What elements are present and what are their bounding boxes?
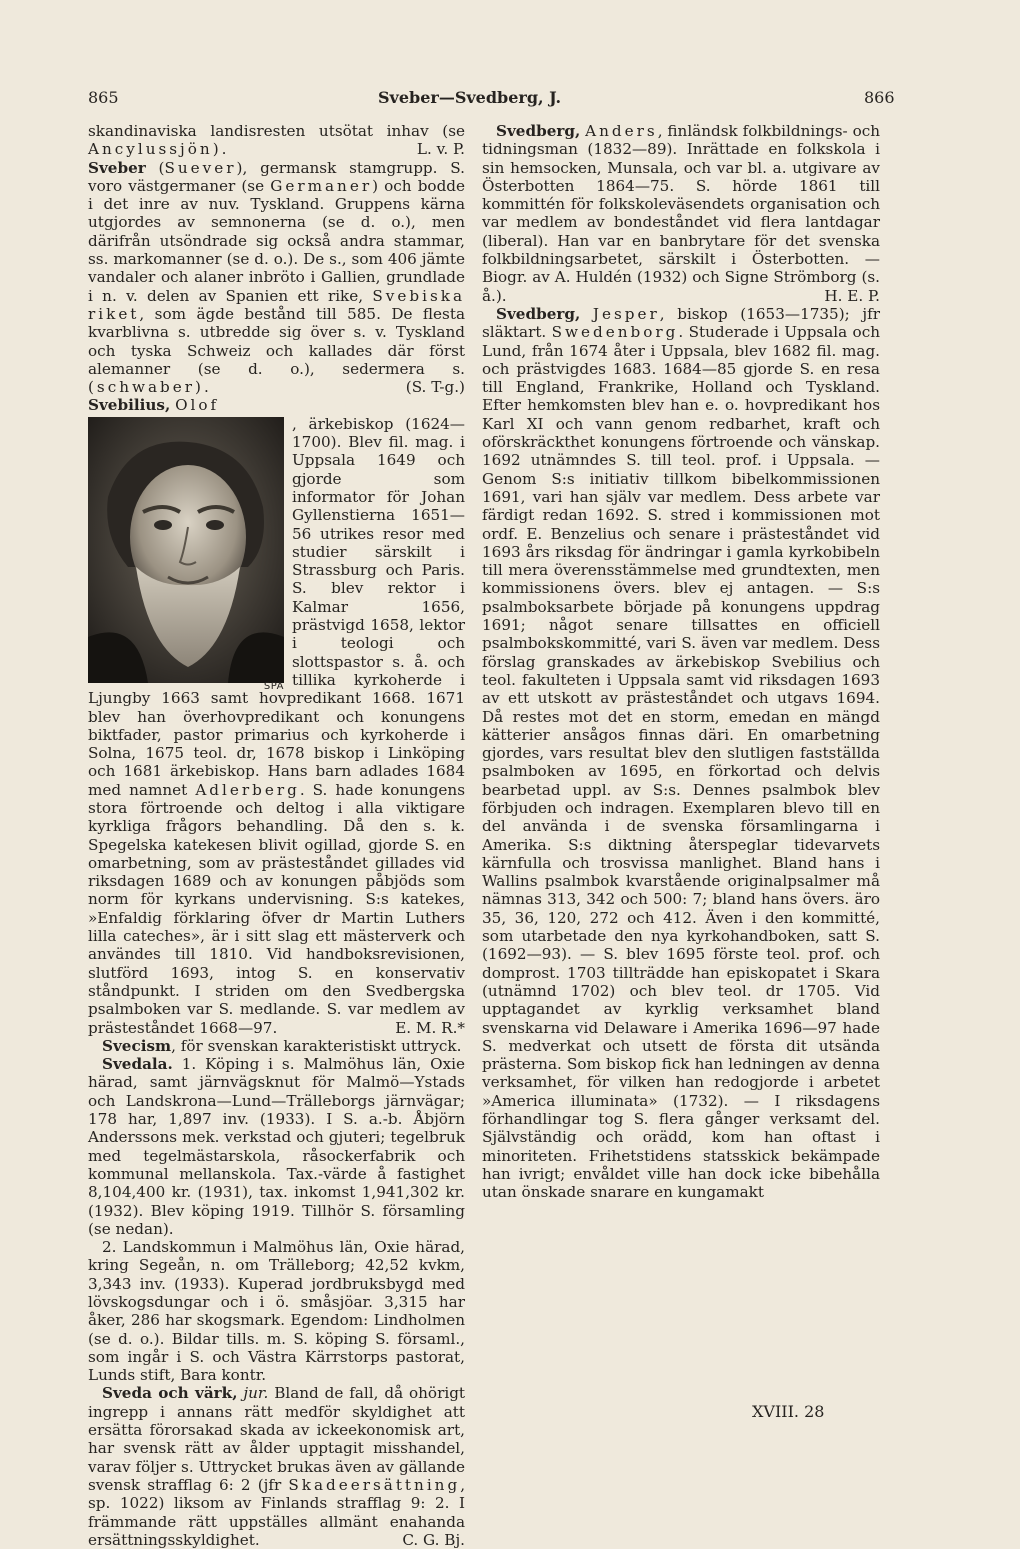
sveda-signature: C. G. Bj.: [402, 1530, 465, 1549]
svebilius-text2: . S. hade konungens stora förtroende och deltog i alla viktigare kyrkliga frågors behandling. Då den s. k. Spegelska katekesen blivit ogillad, gjorde S. en omarbetning, som av prästeståndet gillades vid riksdagen 1689 och av konungen påbjöds som norm för kyrkans undervisning. S:s katekes, »Enfaldig förklaring öfver dr Martin Luthers lilla cateches», är i sitt slag ett mästerverk och användes till 1810. Vid handboksrevisionen, slutförd 1693, intog S. en konservativ ståndpunkt. I striden om den Svedbergska psalmboken var S. medlande. S. var medlem av prästeståndet 1668—97.: [88, 780, 465, 1037]
entry-sveda: [88, 1384, 465, 1549]
sveber-ref-schwaber: (schwaber): [88, 378, 204, 397]
svedberg-jesper-text1: , biskop (1653—1735); jfr släktart.: [482, 304, 880, 342]
svedberg-jesper-ref: Swedenborg: [551, 323, 679, 342]
svedberg-anders-headword: Svedberg,: [496, 122, 581, 140]
portrait-caption: SPA: [263, 681, 284, 693]
entry-svecism: [88, 1037, 465, 1055]
running-title: Sveber—Svedberg, J.: [378, 88, 562, 107]
svedala-text2: 2. Landskommun i Malmöhus län, Oxie härad, kring Segeån, n. om Trälleborg; 42,52 kvkm, 3,343 inv. (1933). Kuperad jordbruksbygd med lövskogsdungar och i ö. småsjöar. 3,315 har åker, 286 har skogsmark. Egendom: Lindholmen (se d. o.). Bildar tills. m. S. köping S. församl., som ingår i S. och Västra Kärrstorps pastorat, Lunds stift, Bara kontr.: [88, 1238, 465, 1385]
svebilius-headword: Svebilius,: [88, 396, 171, 415]
sveber-alt: Suever: [164, 158, 237, 177]
right-column: [482, 122, 880, 1390]
ancylus-ref: Ancylussjön).: [88, 140, 230, 159]
sveda-text: Bland de fall, då ohörigt ingrepp i annans rätt medför skyldighet att ersätta förorsakad skada av ickeekonomisk art, har svensk rätt av ålder upptagit misshandel, varav följer s. Uttrycket brukas även av gällande svensk strafflag 6: 2 (jfr: [88, 1384, 466, 1494]
svedberg-anders-name: Anders: [585, 122, 658, 140]
svebilius-ref-adlerberg: Adlerberg: [195, 780, 300, 799]
sveber-text3: , som ägde bestånd till 585. De flesta kvarblivna s. utbredde sig över s. v. Tyskland och tyska Schweiz och kallades där först alemanner (se d. o.), sedermera s.: [88, 304, 465, 378]
sveber-headword: Sveber: [88, 158, 146, 177]
signature-mark: XVIII. 28: [752, 1402, 825, 1421]
svedala-text1: 1. Köping i s. Malmöhus län, Oxie härad, samt järnvägsknut för Malmö—Ystads och Landskrona—Lund—Trälleborgs järnvägar; 178 har, 1,897 inv. (1933). I S. a.-b. Åbjörn Anderssons mek. verkstad och gjuteri; tegelbruk med tegelmästarskola, råsockerfabrik och kommunal mellanskola. Tax.-värde å fastighet 8,104,400 kr. (1931), tax. inkomst 1,941,302 kr. (1932). Blev köping 1919. Tillhör S. församling (se nedan).: [88, 1055, 465, 1238]
svecism-text: , för svenskan karakteristiskt uttryck.: [171, 1036, 462, 1055]
entry-svedberg-jesper: [482, 305, 880, 1202]
sveda-jur: jur.: [243, 1384, 269, 1403]
ancylus-text: skandinaviska landisresten utsötat inhav (se: [88, 122, 465, 140]
sveber-signature: (S. T-g.): [405, 378, 465, 397]
svedberg-anders-signature: H. E. P.: [824, 286, 880, 305]
sveber-ref-rike: Svebiska riket: [88, 286, 465, 323]
portrait-image: [88, 417, 284, 683]
page-number-left: 865: [88, 88, 119, 107]
entry-svedala-2: [88, 1238, 465, 1384]
page-number-right: 866: [864, 88, 895, 107]
svedberg-jesper-headword: Svedberg,: [496, 304, 581, 323]
svedberg-jesper-name: Jesper: [592, 304, 660, 323]
sveda-text2: , sp. 1022) liksom av Finlands strafflag 9: 2. I främmande rätt uppställes allmänt enahanda ersättningsskyldighet.: [88, 1475, 466, 1549]
svedberg-jesper-text2: . Studerade i Uppsala och Lund, från 1674 åter i Uppsala, blev 1682 fil. mag. och prästvigdes 1683. 1684—85 gjorde S. en resa till England, Frankrike, Holland och Tyskland. Efter hemkomsten blev han e. o. hovpredikant hos Karl XI och vann genom redbarhet, kraft och oförskräckthet konungens förtroende och vänskap. 1692 utnämndes S. till teol. prof. i Uppsala. — Genom S:s initiativ tillkom bibelkommissionen 1691, vari han själv var medlem. Dess arbete var färdigt redan 1692. S. stred i kommissionen mot ordf. E. Benzelius och senare i prästeståndet vid 1693 års riksdag för ändringar i gamla kyrkobibeln till mera överensstämmelse med grundtexten, men kommissionens övers. blev ej antagen. — S:s psalmboksarbete började på konungens uppdrag 1691; något senare tillsattes en officiell psalmbokskommitté, vari S. även var medlem. Dess förslag granskades av ärkebiskop Svebilius och teol. fakulteten i Uppsala samt vid riksdagen 1693 av ett utskott av prästeståndet och utgavs 1694. Då restes mot det en storm, emedan en mängd kätterier ansågos finnas däri. En omarbetning gjordes, vars resultat blev den slutligen fastställda psalmboken av 1695, en förkortad och delvis bearbetad uppl. av S:s. Dennes psalmbok blev förbjuden och indragen. Exemplaren blevo till en del använda i de svenska församlingarna i Amerika. S:s diktning återspeglar tidevarvets kärnfulla och trosvissa manlighet. Bland hans i Wallins psalmbok kvarstående originalpsalmer må nämnas 313, 342 och 500: 7; bland hans övers. äro 35, 36, 120, 272 och 412. Även i den kommitté, som utarbetade den nya kyrkohandboken, satt S. (1692—93). — S. blev 1695 förste teol. prof. och domprost. 1703 tillträdde han episkopatet i Skara (utnämnd 1702) och blev teol. dr 1705. Vid upptagandet av kyrklig verksamhet bland svenskarna vid Delaware i Amerika 1696—97 hade S. medverkat och utsett de första dit utsända prästerna. Som biskop fick han ledningen av denna verksamhet, för vilken han redogjorde i arbetet »America illuminata» (1732). — I riksdagens förhandlingar tog S. flera gånger verksamt del. Självständig och orädd, kom han oftast i minoriteten. Frihetstidens statsskick bekämpade han ivrigt; envåldet ville han dock icke bibehålla utan önskade snarare en kungamakt: [482, 323, 880, 1202]
left-column: [88, 122, 466, 1549]
page-header: [0, 88, 1020, 114]
sveber-text2: ) och bodde i det inre av nuv. Tyskland. Gruppens kärna utgjordes av semnonerna (se d. o.), men därifrån utsöndrade sig också andra stammar, ss. markomanner (se d. o.). De s., som 406 jämte vandaler och alaner inbröto i Gallien, grundlade i n. v. delen av Spanien ett rike,: [88, 176, 466, 305]
entry-svedberg-anders: [482, 122, 880, 305]
sveda-headword: Sveda och värk,: [102, 1384, 238, 1403]
entry-ancylus: [88, 122, 465, 159]
entry-sveber: Sveber (Suever), germansk stamgrupp. S. voro västgermaner (se Germaner) och bodde i det inre av nuv. Tyskland. Gruppens kärna utgjordes av semnonerna (se d. o.), men därifrån utsöndrade sig också andra stammar, ss. markomanner (se d. o.). De s., som 406 jämte vandaler och alaner inbröto i Gallien, grundlade i n. v. delen av Spanien ett rike, Svebiska riket, som ägde bestånd till 585. De flesta kvarblivna s. utbredde sig över s. v. Tyskland och tyska Schweiz och kallades där först alemanner (se d. o.), sedermera s. (schwaber). (S. T-g.): [88, 158, 466, 397]
entry-svedala: [88, 1055, 465, 1238]
svecism-headword: Svecism: [102, 1036, 172, 1055]
entry-svebilius: [88, 396, 465, 414]
sveda-ref: Skadeersättning: [288, 1475, 461, 1494]
ancylus-signature: L. v. P.: [416, 140, 465, 159]
svebilius-text1: , ärkebiskop (1624—1700). Blev fil. mag. i Uppsala 1649 och gjorde som informator för Johan Gyllenstierna 1651—56 utrikes resor med studier särskilt i Strassburg och Paris. S. blev rektor i Kalmar 1656, prästvigd 1658, lektor i teologi och slottspastor s. å. och tillika kyrkoherde i Ljungby 1663 samt hovpredikant 1668. 1671 blev han överhovpredikant och konungens biktfader, pastor primarius och kyrkoherde i Solna, 1675 teol. dr, 1678 biskop i Linköping och 1681 ärkebiskop. Hans barn adlades 1684 med namnet: [88, 414, 465, 799]
svedberg-anders-text: , finländsk folkbildnings- och tidningsman (1832—89). Inrättade en folkskola i sin hemsocken, Munsala, och var bl. a. utgivare av Österbotten 1864—75. S. hörde 1861 till kommittén för folkskoleväsendets organisation och var medlem av bondeståndet vid flera lantdagar (liberal). Han var en banbrytare för det svenska folkbildningsarbetet, särskilt i Österbotten. — Biogr. av A. Huldén (1932) och Signe Strömborg (s. å.).: [482, 122, 881, 305]
portrait-svebilius: [88, 417, 284, 693]
svedala-headword: Svedala.: [102, 1055, 173, 1074]
svebilius-signature: E. M. R.*: [395, 1018, 465, 1037]
sveber-text1: ), germansk stamgrupp. S. voro västgermaner (se: [88, 158, 465, 195]
svebilius-name: Olof: [175, 396, 220, 415]
sveber-ref-germaner: Germaner: [270, 176, 373, 195]
